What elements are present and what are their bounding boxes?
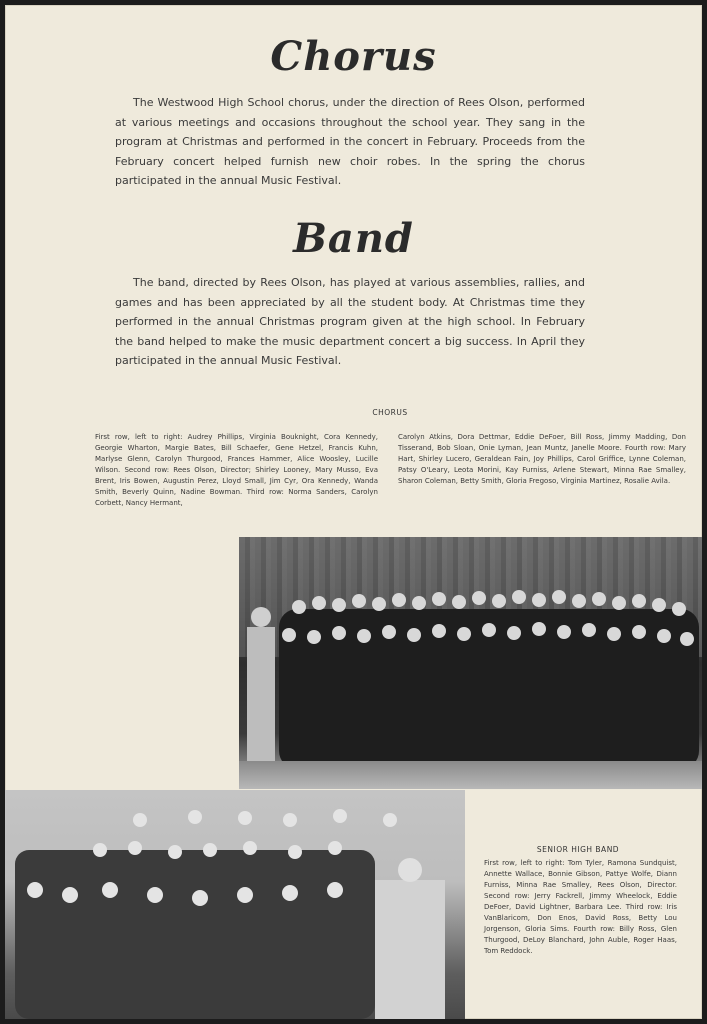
chorus-paragraph: The Westwood High School chorus, under the direction of Rees Olson, performed at various meetings and occasions throughout the school year. They sang in the program at Christmas and performed in the concert in February. Proceeds from the February concert helped furnish new choir robes. In the spring the chorus participated in the annual Music Festival. bbox=[115, 96, 585, 187]
chorus-group-photo bbox=[239, 537, 702, 789]
band-members-silhouettes bbox=[5, 790, 465, 1019]
chorus-caption-left-column: First row, left to right: Audrey Phillips, Virginia Bouknight, Cora Kennedy, Georgie Wharton, Margie Bates, Bill Schaefer, Gene Hetzel, Francis Kuhn, Marlyse Glenn, Carolyn Thurgood, Frances Hammer, Alice Woosley, Lucille Wilson. Second row: Rees Olson, Director; Shirley Looney, Mary Musso, Eva Brent, Iris Bowen, Augustin Perez, Lloyd Small, Jim Cyr, Ora Kennedy, Wanda Smith, Beverly Quinn, Nadine Bowman. Third row: Norma Sanders, Carolyn Corbett, Nancy Hermant, bbox=[95, 433, 378, 507]
band-caption-body: First row, left to right: Tom Tyler, Ramona Sundquist, Annette Wallace, Bonnie Gibson, Pattye Wolfe, Diann Furniss, Minna Rae Smalley, Rees Olson, Director. Second row: Jerry Fackrell, Jimmy Wheelock, Eddie DeFoer, David Lightner, Barbara Lee. Third row: Iris VanBlaricom, Don Enos, David Ross, Betty Lou Jorgenson, Gloria Sims. Fourth row: Billy Ross, Glen Thurgood, DeLoy Blanchard, John Auble, Roger Haas, Tom Reddock. bbox=[484, 859, 677, 955]
yearbook-page bbox=[5, 5, 702, 1019]
stage-floor bbox=[239, 761, 702, 789]
chorus-members-silhouettes bbox=[239, 537, 702, 789]
chorus-title: Chorus bbox=[270, 33, 437, 80]
band-title: Band bbox=[293, 215, 414, 262]
band-group-photo bbox=[5, 790, 465, 1019]
band-caption-heading: SENIOR HIGH BAND bbox=[536, 845, 620, 854]
chorus-caption-right-column: Carolyn Atkins, Dora Dettmar, Eddie DeFoer, Bill Ross, Jimmy Madding, Don Tisserand, Bob Sloan, Onie Lyman, Jean Muntz, Janelle Moore. Fourth row: Mary Hart, Shirley Lucero, Geraldean Fain, Joy Phillips, Carol Griffice, Lynne Coleman, Patsy O'Leary, Leota Morini, Kay Furniss, Arlene Stewart, Minna Rae Smalley, Sharon Coleman, Betty Smith, Gloria Fregoso, Virginia Martinez, Rosalie Avila. bbox=[398, 433, 686, 485]
chorus-caption-heading: CHORUS bbox=[372, 408, 408, 417]
band-paragraph: The band, directed by Rees Olson, has played at various assemblies, rallies, and games and has been appreciated by all the student body. At Christmas time they performed in the annual Christmas program given at the high school. In February the band helped to make the music department concert a big success. In April they participated in the annual Music Festival. bbox=[115, 276, 585, 367]
